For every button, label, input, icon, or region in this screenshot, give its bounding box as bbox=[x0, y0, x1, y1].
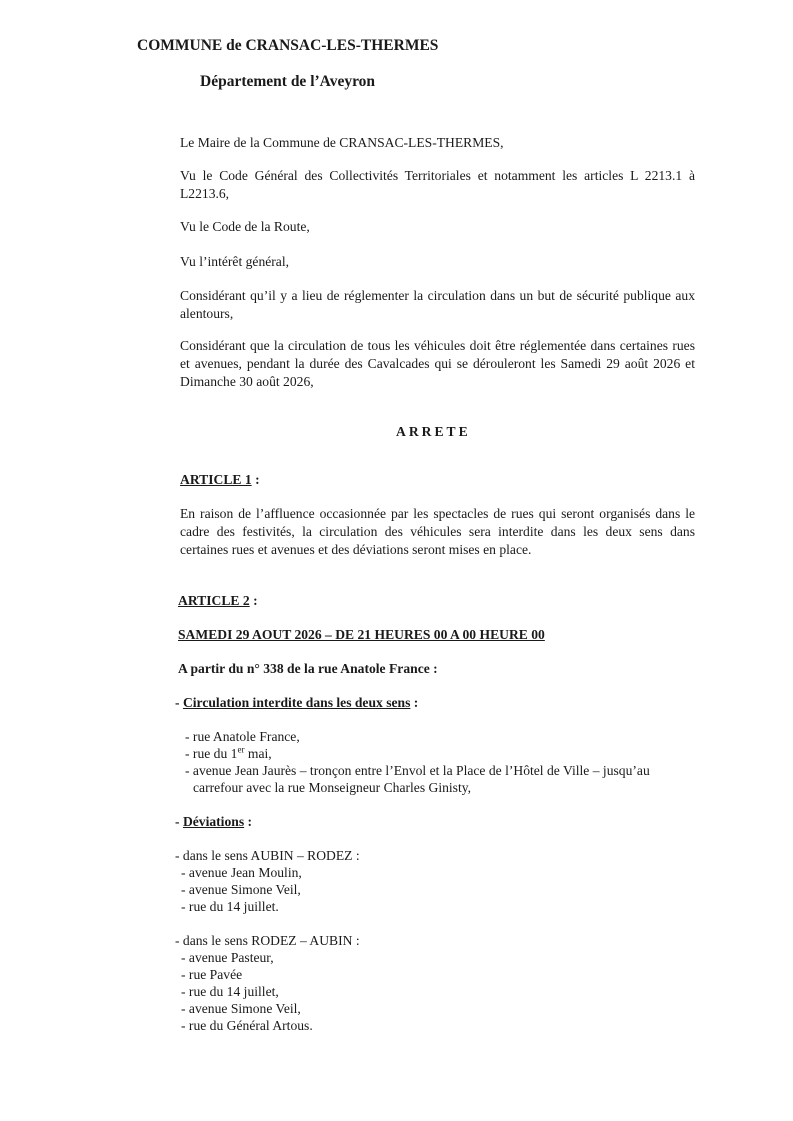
sens-rodez-aubin: - dans le sens RODEZ – AUBIN : bbox=[175, 933, 360, 948]
interdite-prefix: - bbox=[175, 695, 183, 710]
list-item: - avenue Pasteur, bbox=[181, 950, 274, 965]
article-2-title: ARTICLE 2 bbox=[178, 593, 250, 608]
list-item: - rue du 14 juillet, bbox=[181, 984, 279, 999]
preamble-vu-code-general: Vu le Code Général des Collectivités Territoriales et notamment les articles L 2213.1 à L2213.6, bbox=[180, 168, 695, 201]
list-item: - avenue Jean Moulin, bbox=[181, 865, 302, 880]
list-item: - avenue Simone Veil, bbox=[181, 882, 301, 897]
list-item: - rue du Général Artous. bbox=[181, 1018, 313, 1033]
interdite-heading: Circulation interdite dans les deux sens bbox=[182, 695, 411, 710]
deviations-heading: Déviations bbox=[182, 814, 245, 829]
deviations-prefix: - bbox=[175, 814, 183, 829]
article-1-suffix: : bbox=[251, 472, 260, 487]
list-item: - avenue Jean Jaurès – tronçon entre l’Envol et la Place de l’Hôtel de Ville – jusqu’au bbox=[185, 763, 650, 778]
list-item-continuation: carrefour avec la rue Monseigneur Charles Ginisty, bbox=[193, 780, 472, 795]
preamble-considerant-1: Considérant qu’il y a lieu de réglementer la circulation dans un but de sécurité publique aux alentours, bbox=[180, 288, 695, 321]
departement-title: Département de l’Aveyron bbox=[200, 73, 376, 90]
deviations-suffix: : bbox=[244, 814, 253, 829]
article-2-date-heading: SAMEDI 29 AOUT 2026 – DE 21 HEURES 00 A 00 HEURE 00 bbox=[178, 627, 545, 642]
preamble-considerant-2: Considérant que la circulation de tous les véhicules doit être réglementée dans certaines rues et avenues, pendant la durée des Cavalcades qui se dérouleront les Samedi 29 août 2026 et Dimanche 30 août 2026, bbox=[180, 338, 695, 389]
article-2-suffix: : bbox=[249, 593, 258, 608]
article-1-text: En raison de l’affluence occasionnée par les spectacles de rues qui seront organisés dans le cadre des festivités, la circulation des véhicules sera interdite dans les deux sens dans certaines rues et avenues et des déviations seront mises en place. bbox=[180, 506, 695, 557]
item-text: - rue du 1 bbox=[185, 746, 238, 761]
article-1-heading bbox=[180, 471, 260, 489]
arrete-title: ARRETE bbox=[396, 424, 471, 439]
commune-title: COMMUNE de CRANSAC-LES-THERMES bbox=[137, 37, 439, 54]
preamble-vu-code-route: Vu le Code de la Route, bbox=[180, 219, 310, 234]
list-item: - rue Pavée bbox=[181, 967, 243, 982]
deviations-heading-line bbox=[175, 813, 252, 831]
article-1-title: ARTICLE 1 bbox=[180, 472, 252, 487]
article-2-heading bbox=[178, 592, 258, 610]
item-text: mai, bbox=[244, 746, 272, 761]
preamble-maire: Le Maire de la Commune de CRANSAC-LES-THERMES, bbox=[180, 135, 504, 150]
list-item bbox=[185, 745, 272, 763]
interdite-heading-line bbox=[175, 694, 418, 712]
preamble-vu-interet: Vu l’intérêt général, bbox=[180, 254, 290, 269]
list-item: - rue Anatole France, bbox=[185, 729, 300, 744]
interdite-suffix: : bbox=[410, 695, 419, 710]
list-item: - rue du 14 juillet. bbox=[181, 899, 279, 914]
sens-aubin-rodez: - dans le sens AUBIN – RODEZ : bbox=[175, 848, 360, 863]
item-superscript: er bbox=[237, 744, 245, 755]
article-2-start-point: A partir du n° 338 de la rue Anatole France : bbox=[178, 661, 438, 676]
list-item: - avenue Simone Veil, bbox=[181, 1001, 301, 1016]
